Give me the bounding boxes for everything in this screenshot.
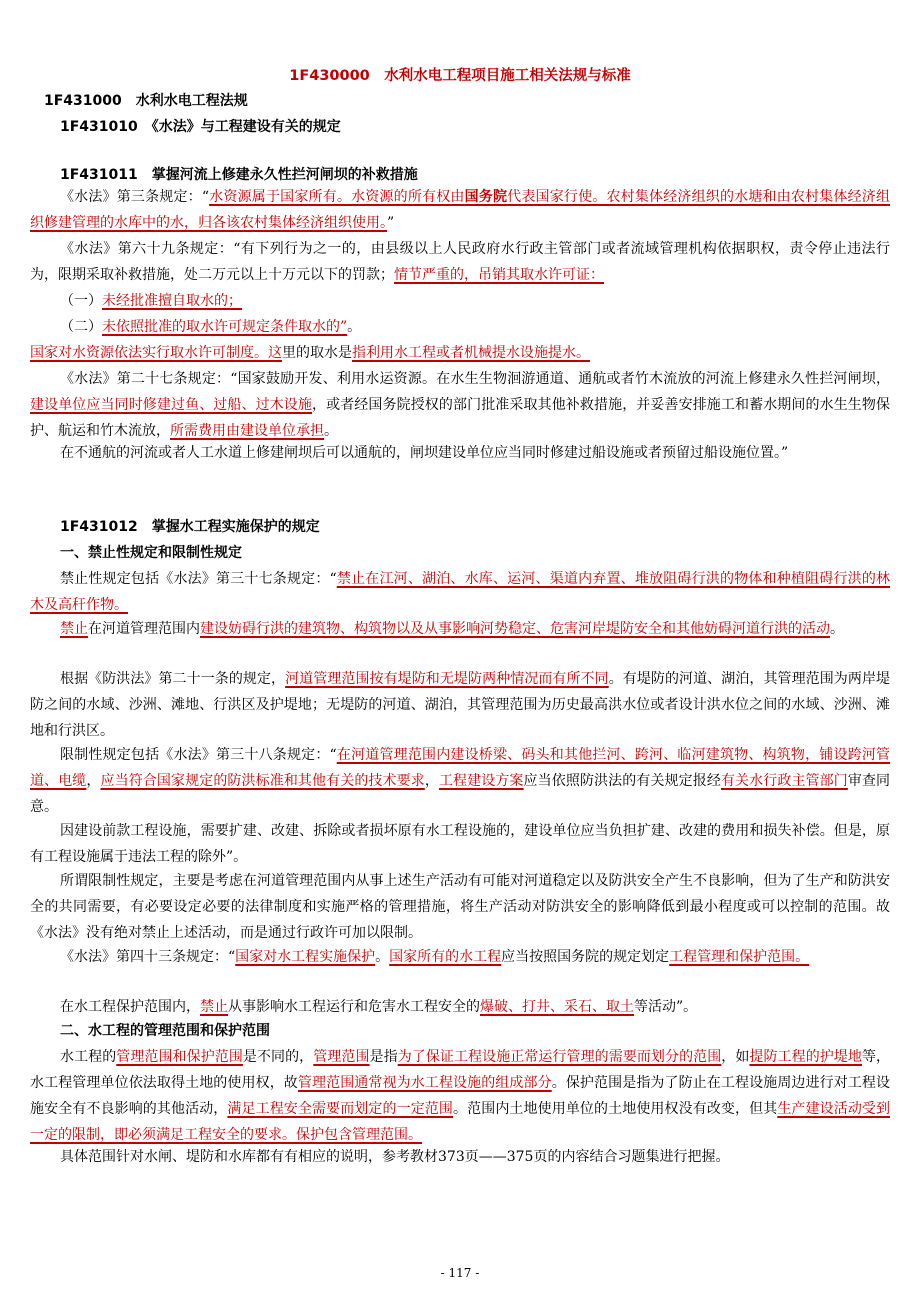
paragraph-prohibition: 禁止在河道管理范围内建设妨碍行洪的建筑物、构筑物以及从事影响河势稳定、危害河岸堤防安全和其他妨碍河道行洪的活动。 (60, 621, 844, 637)
paragraph-water-law-art37: 禁止性规定包括《水法》第三十七条规定：“禁止在江河、湖泊、水库、运河、渠道内弃置、堆放阻碍行洪的物体和种植阻碍行洪的林木及高秆作物。 (30, 571, 891, 613)
section-heading-1f431012: 1F431012 掌握水工程实施保护的规定 (60, 519, 320, 535)
section-heading-1f431011: 1F431011 掌握河流上修建永久性拦河闸坝的补救措施 (60, 167, 418, 183)
paragraph-restrictive-explanation: 所谓限制性规定，主要是考虑在河道管理范围内从事上述生产活动有可能对河道稳定以及防洪安全产生不良影响，但为了生产和防洪安全的共同需要，有必要设定必要的法律制度和实施严格的管理措施，将生产活动对防洪安全的影响降低到最小程度或可以控制的范围。故《水法》没有绝对禁止上述活动，而是通过行政许可加以限制。 (30, 873, 890, 941)
paragraph-water-law-art69: 《水法》第六十九条规定：“有下列行为之一的，由县级以上人民政府水行政主管部门或者流域管理机构依据职权，责令停止违法行为，限期采取补救措施，处二万元以上十万元以下的罚款；情节严重的，吊销其取水许可证： (30, 241, 890, 283)
section-heading-1f431000: 1F431000 水利水电工程法规 (44, 93, 248, 109)
paragraph-compensation: 因建设前款工程设施，需要扩建、改建、拆除或者损坏原有水工程设施的，建设单位应当负担扩建、改建的费用和损失补偿。但是，原有工程设施属于违法工程的除外”。 (30, 823, 890, 865)
page-number: - 117 - (440, 1266, 480, 1280)
paragraph-protection-range-ban: 在水工程保护范围内，禁止从事影响水工程运行和危害水工程安全的爆破、打井、采石、取土等活动”。 (60, 999, 698, 1015)
paragraph-management-vs-protection: 水工程的管理范围和保护范围是不同的，管理范围是指为了保证工程设施正常运行管理的需要而划分的范围，如提防工程的护堤地等，水工程管理单位依法取得土地的使用权，故管理范围通常视为水工程设施的组成部分。保护范围是指为了防止在工程设施周边进行对工程设施安全有不良影响的其他活动，满足工程安全需要而划定的一定范围。范围内土地使用单位的土地使用权没有改变，但其生产建设活动受到一定的限制，即必须满足工程安全的要求。保护包含管理范围。 (30, 1049, 891, 1143)
list-item-2: （二）未依照批准的取水许可规定条件取水的”。 (60, 319, 362, 335)
chapter-title: 1F430000 水利水电工程项目施工相关法规与标准 (289, 68, 631, 84)
paragraph-reference: 具体范围针对水闸、堤防和水库都有有相应的说明，参考教材373页——375页的内容结合习题集进行把握。 (60, 1149, 730, 1165)
subheading-prohibitive: 一、禁止性规定和限制性规定 (60, 545, 242, 561)
paragraph-water-law-art43: 《水法》第四十三条规定：“国家对水工程实施保护。国家所有的水工程应当按照国务院的规定划定工程管理和保护范围。 (60, 949, 810, 965)
paragraph-flood-law-art21: 根据《防洪法》第二十一条的规定，河道管理范围按有堤防和无堤防两种情况而有所不同。有堤防的河道、湖泊，其管理范围为两岸堤防之间的水域、沙洲、滩地、行洪区及护堤地；无堤防的河道、湖泊，其管理范围为历史最高洪水位或者设计洪水位之间的水域、沙洲、滩地和行洪区。 (30, 671, 891, 739)
paragraph-water-permit: 国家对水资源依法实行取水许可制度。这里的取水是指利用水工程或者机械提水设施提水。 (30, 345, 590, 361)
paragraph-water-law-art38: 限制性规定包括《水法》第三十八条规定：“在河道管理范围内建设桥梁、码头和其他拦河、跨河、临河建筑物、构筑物，铺设跨河管道、电缆，应当符合国家规定的防洪标准和其他有关的技术要求，工程建设方案应当依照防洪法的有关规定报经有关水行政主管部门审查同意。 (30, 747, 891, 815)
paragraph-water-law-art27: 《水法》第二十七条规定：“国家鼓励开发、利用水运资源。在水生生物洄游通道、通航或者竹木流放的河流上修建永久性拦河闸坝，建设单位应当同时修建过鱼、过船、过木设施，或者经国务院授权的部门批准采取其他补救措施，并妥善安排施工和蓄水期间的水生生物保护、航运和竹木流放，所需费用由建设单位承担。 (30, 371, 890, 439)
paragraph-navigation: 在不通航的河流或者人工水道上修建闸坝后可以通航的，闸坝建设单位应当同时修建过船设施或者预留过船设施位置。” (60, 445, 789, 461)
section-heading-1f431010: 1F431010 《水法》与工程建设有关的规定 (60, 119, 341, 135)
list-item-1: （一）未经批准擅自取水的； (60, 293, 242, 309)
paragraph-water-law-art3: 《水法》第三条规定：“水资源属于国家所有。水资源的所有权由国务院代表国家行使。农村集体经济组织的水塘和由农村集体经济组织修建管理的水库中的水，归各该农村集体经济组织使用。” (30, 189, 890, 231)
subheading-management-range: 二、水工程的管理范围和保护范围 (60, 1023, 270, 1039)
